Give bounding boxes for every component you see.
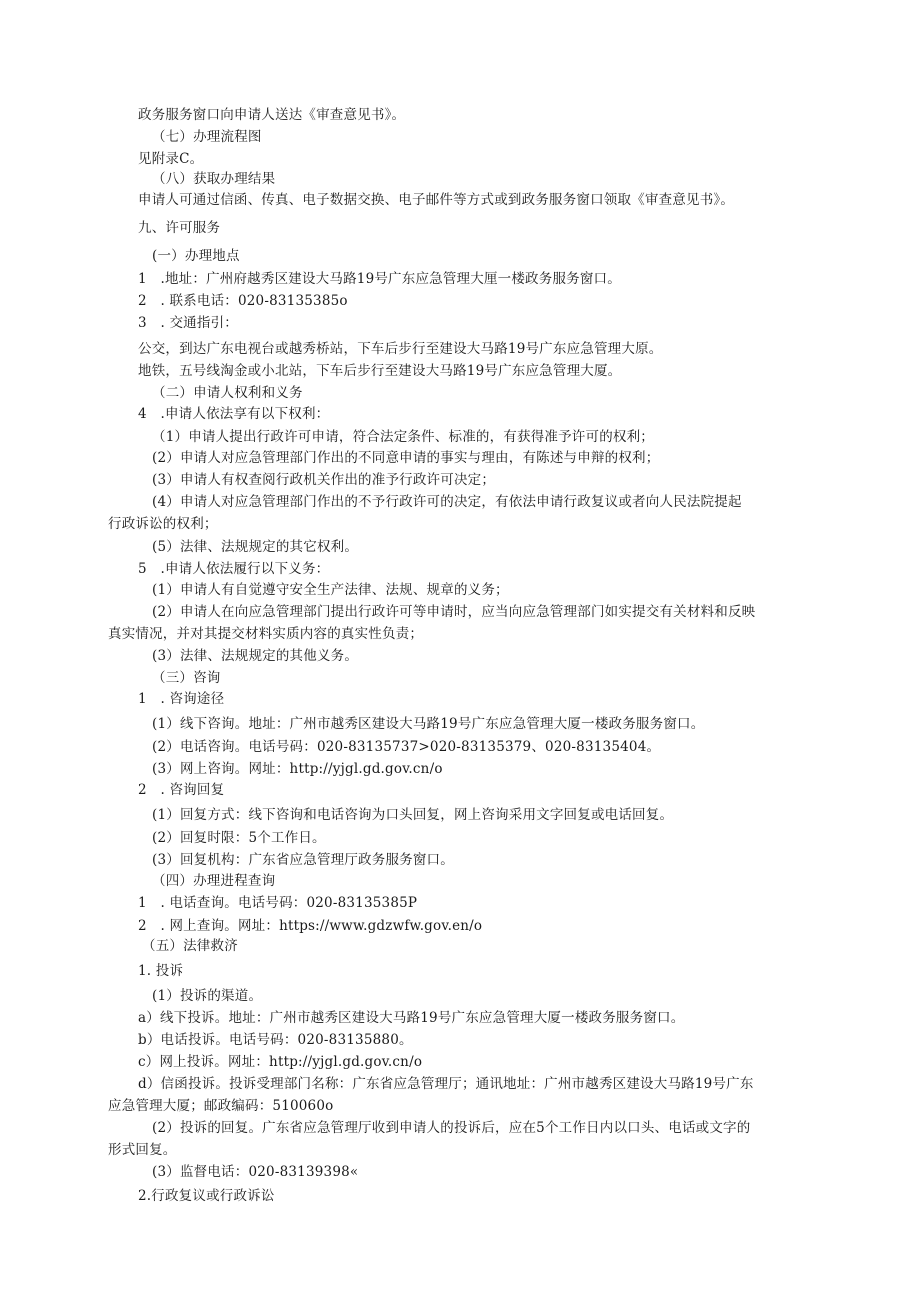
list-item: 2.行政复议或行政诉讼 — [138, 1188, 275, 1204]
section-heading: (一）办理地点 — [152, 248, 240, 264]
list-item: (3）申请人有权查阅行政机关作出的准予行政许可决定； — [152, 472, 496, 488]
text-line: 地铁，五号线淘金或小北站，下车后步行至建设大马路19号广东应急管理大厦。 — [138, 363, 622, 379]
list-item: 1 . 咨询途径 — [138, 691, 225, 707]
list-item: 2 . 网上查询。网址：https://www.gdzwfw.gov.en/o — [138, 918, 483, 934]
list-item: c）网上投诉。网址：http://yjgl.gd.gov.cn/o — [138, 1054, 423, 1070]
chapter-heading: 九、许可服务 — [138, 220, 221, 236]
list-item: 5 .申请人依法履行以下义务： — [138, 561, 330, 577]
section-heading: （八）获取办理结果 — [152, 171, 276, 187]
list-item: 1. 投诉 — [138, 963, 184, 979]
text-line: 见附录C。 — [138, 151, 204, 167]
list-item: (2）回复时限：5个工作日。 — [152, 830, 326, 846]
list-item: (3）监督电话：020-83139398« — [152, 1164, 359, 1180]
section-heading: （五）法律救济 — [142, 938, 238, 954]
list-item: (1）线下咨询。地址：广州市越秀区建设大马路19号广东应急管理大厦一楼政务服务窗口。 — [152, 716, 705, 732]
list-item: (2）申请人在向应急管理部门提出行政许可等申请时，应当向应急管理部门如实提交有关材料和反映 — [152, 604, 756, 620]
list-item: b）电话投诉。电话号码：020-83135880。 — [138, 1032, 413, 1048]
list-item: 3 . 交通指引： — [138, 315, 238, 331]
list-item: (5）法律、法规规定的其它权利。 — [152, 539, 359, 555]
list-item: 4 .申请人依法享有以下权利： — [138, 406, 330, 422]
text-line: 申请人可通过信函、传真、电子数据交换、电子邮件等方式或到政务服务窗口领取《审查意见书》。 — [138, 192, 735, 208]
list-item: （1）申请人提出行政许可申请，符合法定条件、标准的，有获得准予许可的权利； — [152, 429, 654, 445]
list-item: 2 . 咨询回复 — [138, 782, 225, 798]
section-heading: （三）咨询 — [152, 670, 221, 686]
text-line: 政务服务窗口向申请人送达《审查意见书》。 — [138, 107, 406, 123]
list-item: (4）申请人对应急管理部门作出的不予行政许可的决定，有依法申请行政复议或者向人民法院提起 — [152, 494, 742, 510]
text-line: 公交，到达广东电视台或越秀桥站，下车后步行至建设大马路19号广东应急管理大原。 — [138, 341, 663, 357]
list-item: (3）网上咨询。网址：http://yjgl.gd.gov.cn/o — [152, 761, 443, 777]
list-item: (1）投诉的渠道。 — [152, 988, 263, 1004]
list-item: (2）申请人对应急管理部门作出的不同意申请的事实与理由，有陈述与申辩的权利； — [152, 450, 660, 466]
list-item: a）线下投诉。地址：广州市越秀区建设大马路19号广东应急管理大厦一楼政务服务窗口。 — [138, 1010, 685, 1026]
text-line: 应急管理大厦；邮政编码：510060o — [108, 1098, 334, 1114]
list-item: (1）申请人有自觉遵守安全生产法律、法规、规章的义务； — [152, 582, 509, 598]
list-item: 1 .地址：广州府越秀区建设大马路19号广东应急管理大厘一楼政务服务窗口。 — [138, 271, 621, 287]
list-item: (3）法律、法规规定的其他义务。 — [152, 648, 359, 664]
list-item: (2）投诉的回复。广东省应急管理厅收到申请人的投诉后，应在5个工作日内以口头、电话或文字的 — [152, 1120, 751, 1136]
section-heading: （二）申请人权利和义务 — [152, 385, 303, 401]
list-item: 1 . 电话查询。电话号码：020-83135385P — [138, 895, 418, 911]
section-heading: （七）办理流程图 — [152, 129, 262, 145]
section-heading: （四）办理进程查询 — [152, 873, 276, 889]
list-item: (3）回复机构：广东省应急管理厅政务服务窗口。 — [152, 852, 454, 868]
list-item: d）信函投诉。投诉受理部门名称：广东省应急管理厅；通讯地址：广州市越秀区建设大马路19号广东 — [138, 1076, 754, 1092]
list-item: 2 . 联系电话：020-83135385o — [138, 293, 348, 309]
list-item: (1）回复方式：线下咨询和电话咨询为口头回复，网上咨询采用文字回复或电话回复。 — [152, 807, 674, 823]
text-line: 形式回复。 — [108, 1142, 177, 1158]
text-line: 真实情况，并对其提交材料实质内容的真实性负责； — [108, 626, 424, 642]
text-line: 行政诉讼的权利； — [108, 516, 218, 532]
list-item: (2）电话咨询。电话号码：020-83135737>020-83135379、020-83135404。 — [152, 739, 661, 755]
